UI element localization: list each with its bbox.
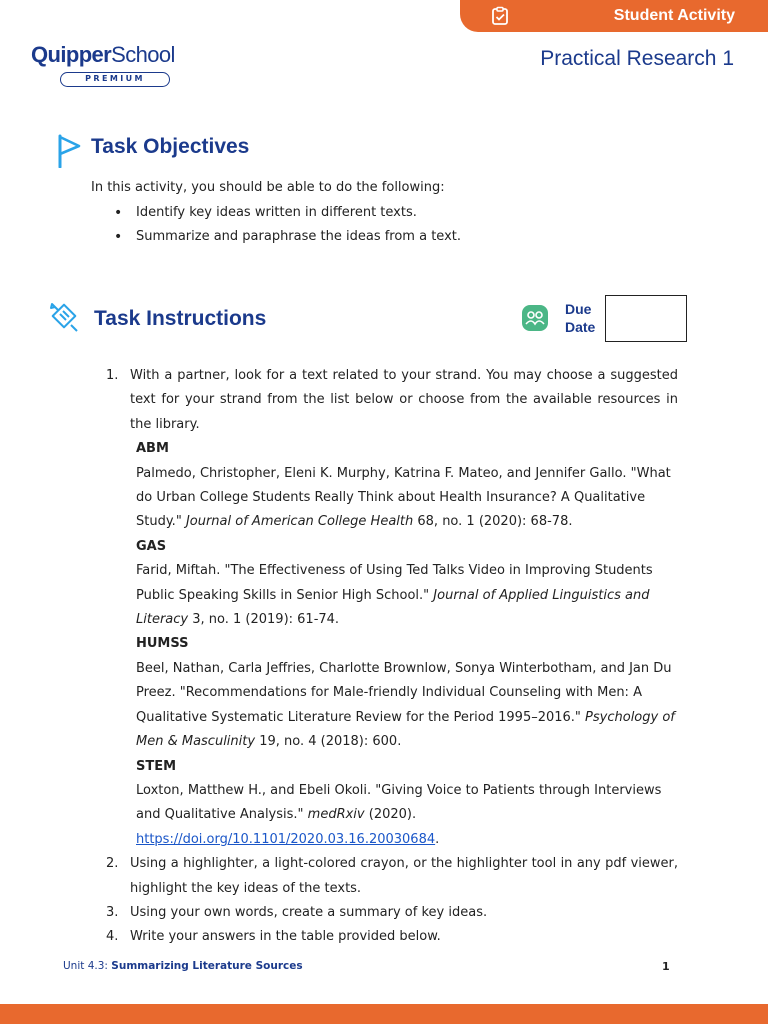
reference-gas: Farid, Miftah. "The Effectiveness of Using Ted Talks Video in Improving Students Public Speaking Skills in Senior High School." Journal of Applied Linguistics and Literacy 3, no. 1 (2019): 61-74. <box>136 563 653 628</box>
step-text: Using your own words, create a summary of key ideas. <box>130 904 488 920</box>
logo-wordmark: QuipperSchool <box>31 42 175 67</box>
step-1: 1. With a partner, look for a text related to your strand. You may choose a suggested text for your strand from the list below or choose from the available resources in the library. ABM Palmedo, Christopher, Eleni K. Murphy, Katrina F. Mateo, and Jennifer Gallo. "What do Urban College Students Really Think about Health Insurance? A Qualitative Study." Journal of American College Health 68, no. 1 (2020): 68-78. GAS Farid, Miftah. "The Effectiveness of Using Ted Talks Video in Improving Students Public Speaking Skills in Senior High School." Journal of Applied Linguistics and Literacy 3, no. 1 (2019): 61-74. HUMSS Beel, Nathan, Carla Jeffries, Charlotte Brownlow, Sonya Winterbotham, and Jan Du Preez. "Recommendations for Male-friendly Individual Counseling with Men: A Qualitative Systematic Literature Review for the Period 1995–2016." Psychology of Men & Masculinity 19, no. 4 (2018): 600. STEM Loxton, Matthew H., and Ebeli Okoli. "Giving Voice to Patients through Interviews and Qualitative Analysis." medRxiv (2020). https://doi.org/10.1101/2020.03.16.20030684. <box>106 364 678 852</box>
bottom-accent-bar <box>0 1004 768 1024</box>
step-text: Write your answers in the table provided below. <box>130 929 441 945</box>
tab-label: Student Activity <box>613 7 735 24</box>
list-item: • Summarize and paraphrase the ideas from a text. <box>114 227 461 251</box>
step-text: With a partner, look for a text related to your strand. You may choose a suggested text for your strand from the list below or choose from the available resources in the library. <box>130 368 678 432</box>
page-number: 1 <box>662 960 670 973</box>
clipboard-check-icon <box>490 6 510 26</box>
objectives-intro: In this activity, you should be able to do the following: <box>91 180 445 195</box>
logo-premium-badge: PREMIUM <box>60 72 170 87</box>
footer-unit-label: Unit 4.3: Summarizing Literature Sources <box>63 960 303 972</box>
strand-label-abm: ABM <box>136 441 169 457</box>
task-instructions-heading: Task Instructions <box>94 307 267 330</box>
doi-link[interactable]: https://doi.org/10.1101/2020.03.16.20030684 <box>136 831 436 847</box>
due-date-field[interactable] <box>605 295 687 342</box>
task-objectives-heading: Task Objectives <box>91 135 250 158</box>
quipper-school-logo <box>31 42 175 83</box>
due-date-label: Due Date <box>565 301 596 335</box>
step-3: 3. Using your own words, create a summary of key ideas. <box>106 901 678 925</box>
step-4: 4. Write your answers in the table provided below. <box>106 925 678 949</box>
instruction-steps <box>106 364 678 950</box>
objectives-list <box>114 203 461 251</box>
subject-title: Practical Research 1 <box>540 47 734 70</box>
student-activity-tab <box>460 0 768 32</box>
strand-label-stem: STEM <box>136 758 177 774</box>
reference-abm: Palmedo, Christopher, Eleni K. Murphy, Katrina F. Mateo, and Jennifer Gallo. "What do Urban College Students Really Think about Health Insurance? A Qualitative Study." Journal of American College Health 68, no. 1 (2020): 68-78. <box>136 465 671 530</box>
step-text: Using a highlighter, a light-colored crayon, or the highlighter tool in any pdf viewer, highlight the key ideas of the texts. <box>130 856 678 896</box>
partner-icon <box>522 305 548 331</box>
flag-icon <box>56 134 82 168</box>
tools-icon <box>47 299 81 335</box>
strand-label-gas: GAS <box>136 538 167 554</box>
reference-stem: Loxton, Matthew H., and Ebeli Okoli. "Giving Voice to Patients through Interviews and Qualitative Analysis." medRxiv (2020). https://doi.org/10.1101/2020.03.16.20030684. <box>136 782 662 847</box>
step-2: 2. Using a highlighter, a light-colored crayon, or the highlighter tool in any pdf viewer, highlight the key ideas of the texts. <box>106 852 678 901</box>
strand-label-humss: HUMSS <box>136 636 189 652</box>
list-item: • Identify key ideas written in different texts. <box>114 203 461 227</box>
reference-humss: Beel, Nathan, Carla Jeffries, Charlotte Brownlow, Sonya Winterbotham, and Jan Du Preez. "Recommendations for Male-friendly Individual Counseling with Men: A Qualitative Systematic Literature Review for the Period 1995–2016." Psychology of Men & Masculinity 19, no. 4 (2018): 600. <box>136 660 675 750</box>
